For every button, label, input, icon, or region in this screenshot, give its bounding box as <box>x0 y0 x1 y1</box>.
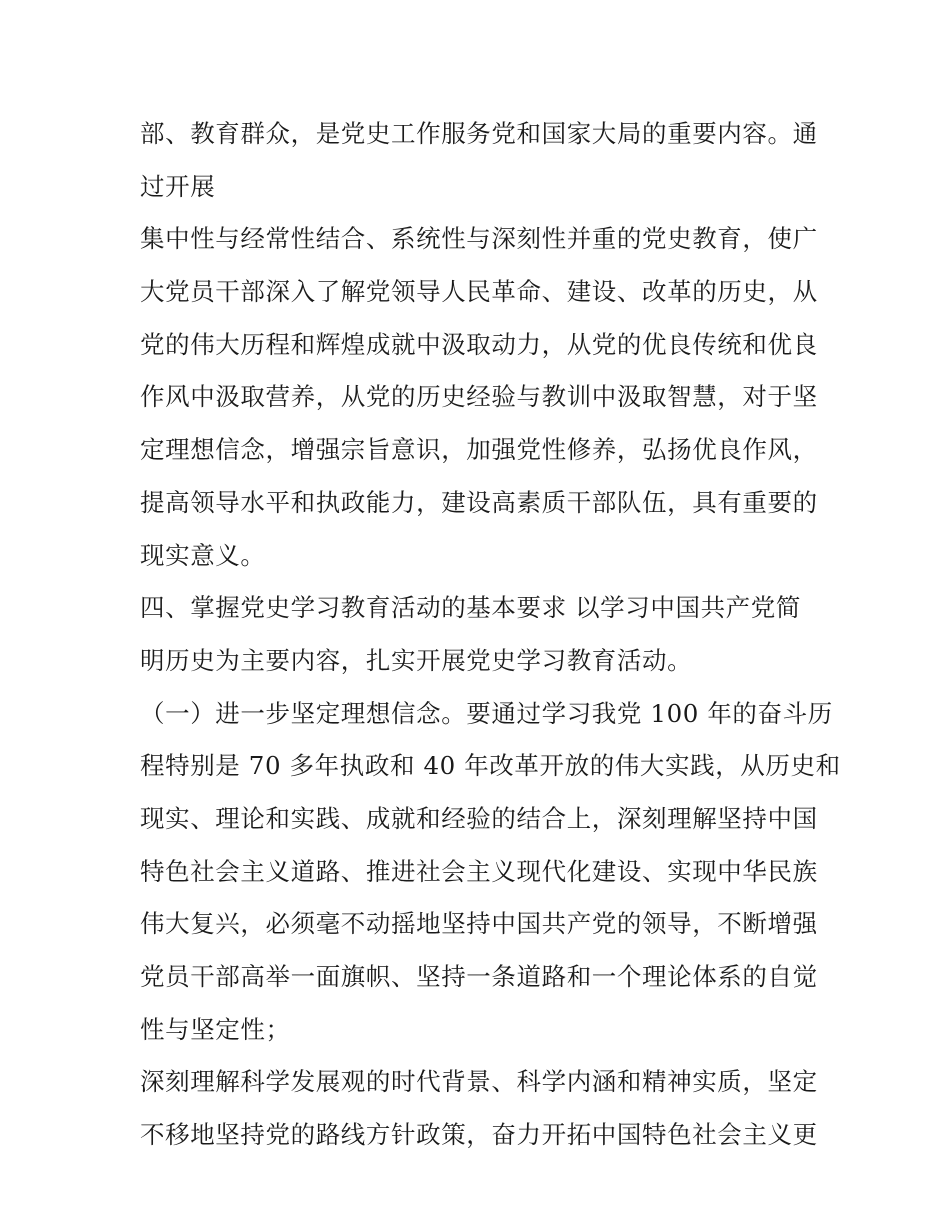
text-line: 大党员干部深入了解党领导人民革命、建设、改革的历史，从 <box>140 277 818 307</box>
subsection-heading-line: （一）进一步坚定理想信念。要通过学习我党 100 年的奋斗历 <box>140 698 833 728</box>
body-text <box>140 108 841 1162</box>
text-line: 党员干部高举一面旗帜、坚持一条道路和一个理论体系的自觉 <box>140 962 818 991</box>
section-heading-line: 四、掌握党史学习教育活动的基本要求 以学习中国共产党简 <box>140 593 801 623</box>
text-line: 深刻理解科学发展观的时代背景、科学内涵和精神实质，坚定 <box>140 1067 818 1097</box>
text-line: 现实、理论和实践、成就和经验的结合上，深刻理解坚持中国 <box>140 803 818 833</box>
text-line: 作风中汲取营养，从党的历史经验与教训中汲取智慧，对于坚 <box>140 382 818 412</box>
text-line: 党的伟大历程和辉煌成就中汲取动力，从党的优良传统和优良 <box>140 329 818 359</box>
text-line: 伟大复兴，必须毫不动摇地坚持中国共产党的领导，不断增强 <box>140 909 818 939</box>
text-line: 集中性与经常性结合、系统性与深刻性并重的党史教育，使广 <box>140 224 818 254</box>
text-line: 程特别是 70 多年执政和 40 年改革开放的伟大实践，从历史和 <box>140 751 841 781</box>
text-line: 不移地坚持党的路线方针政策，奋力开拓中国特色社会主义更 <box>140 1120 818 1150</box>
text-line: 提高领导水平和执政能力，建设高素质干部队伍，具有重要的 <box>140 487 818 517</box>
text-line: 明历史为主要内容，扎实开展党史学习教育活动。 <box>140 645 693 675</box>
text-line: 部、教育群众，是党史工作服务党和国家大局的重要内容。通 <box>140 119 818 148</box>
text-line: 特色社会主义道路、推进社会主义现代化建设、实现中华民族 <box>140 856 818 886</box>
text-line: 定理想信念，增强宗旨意识，加强党性修养，弘扬优良作风， <box>140 435 818 465</box>
text-line: 性与坚定性； <box>140 1014 291 1044</box>
text-line: 过开展 <box>140 171 216 201</box>
text-line: 现实意义。 <box>140 540 266 570</box>
